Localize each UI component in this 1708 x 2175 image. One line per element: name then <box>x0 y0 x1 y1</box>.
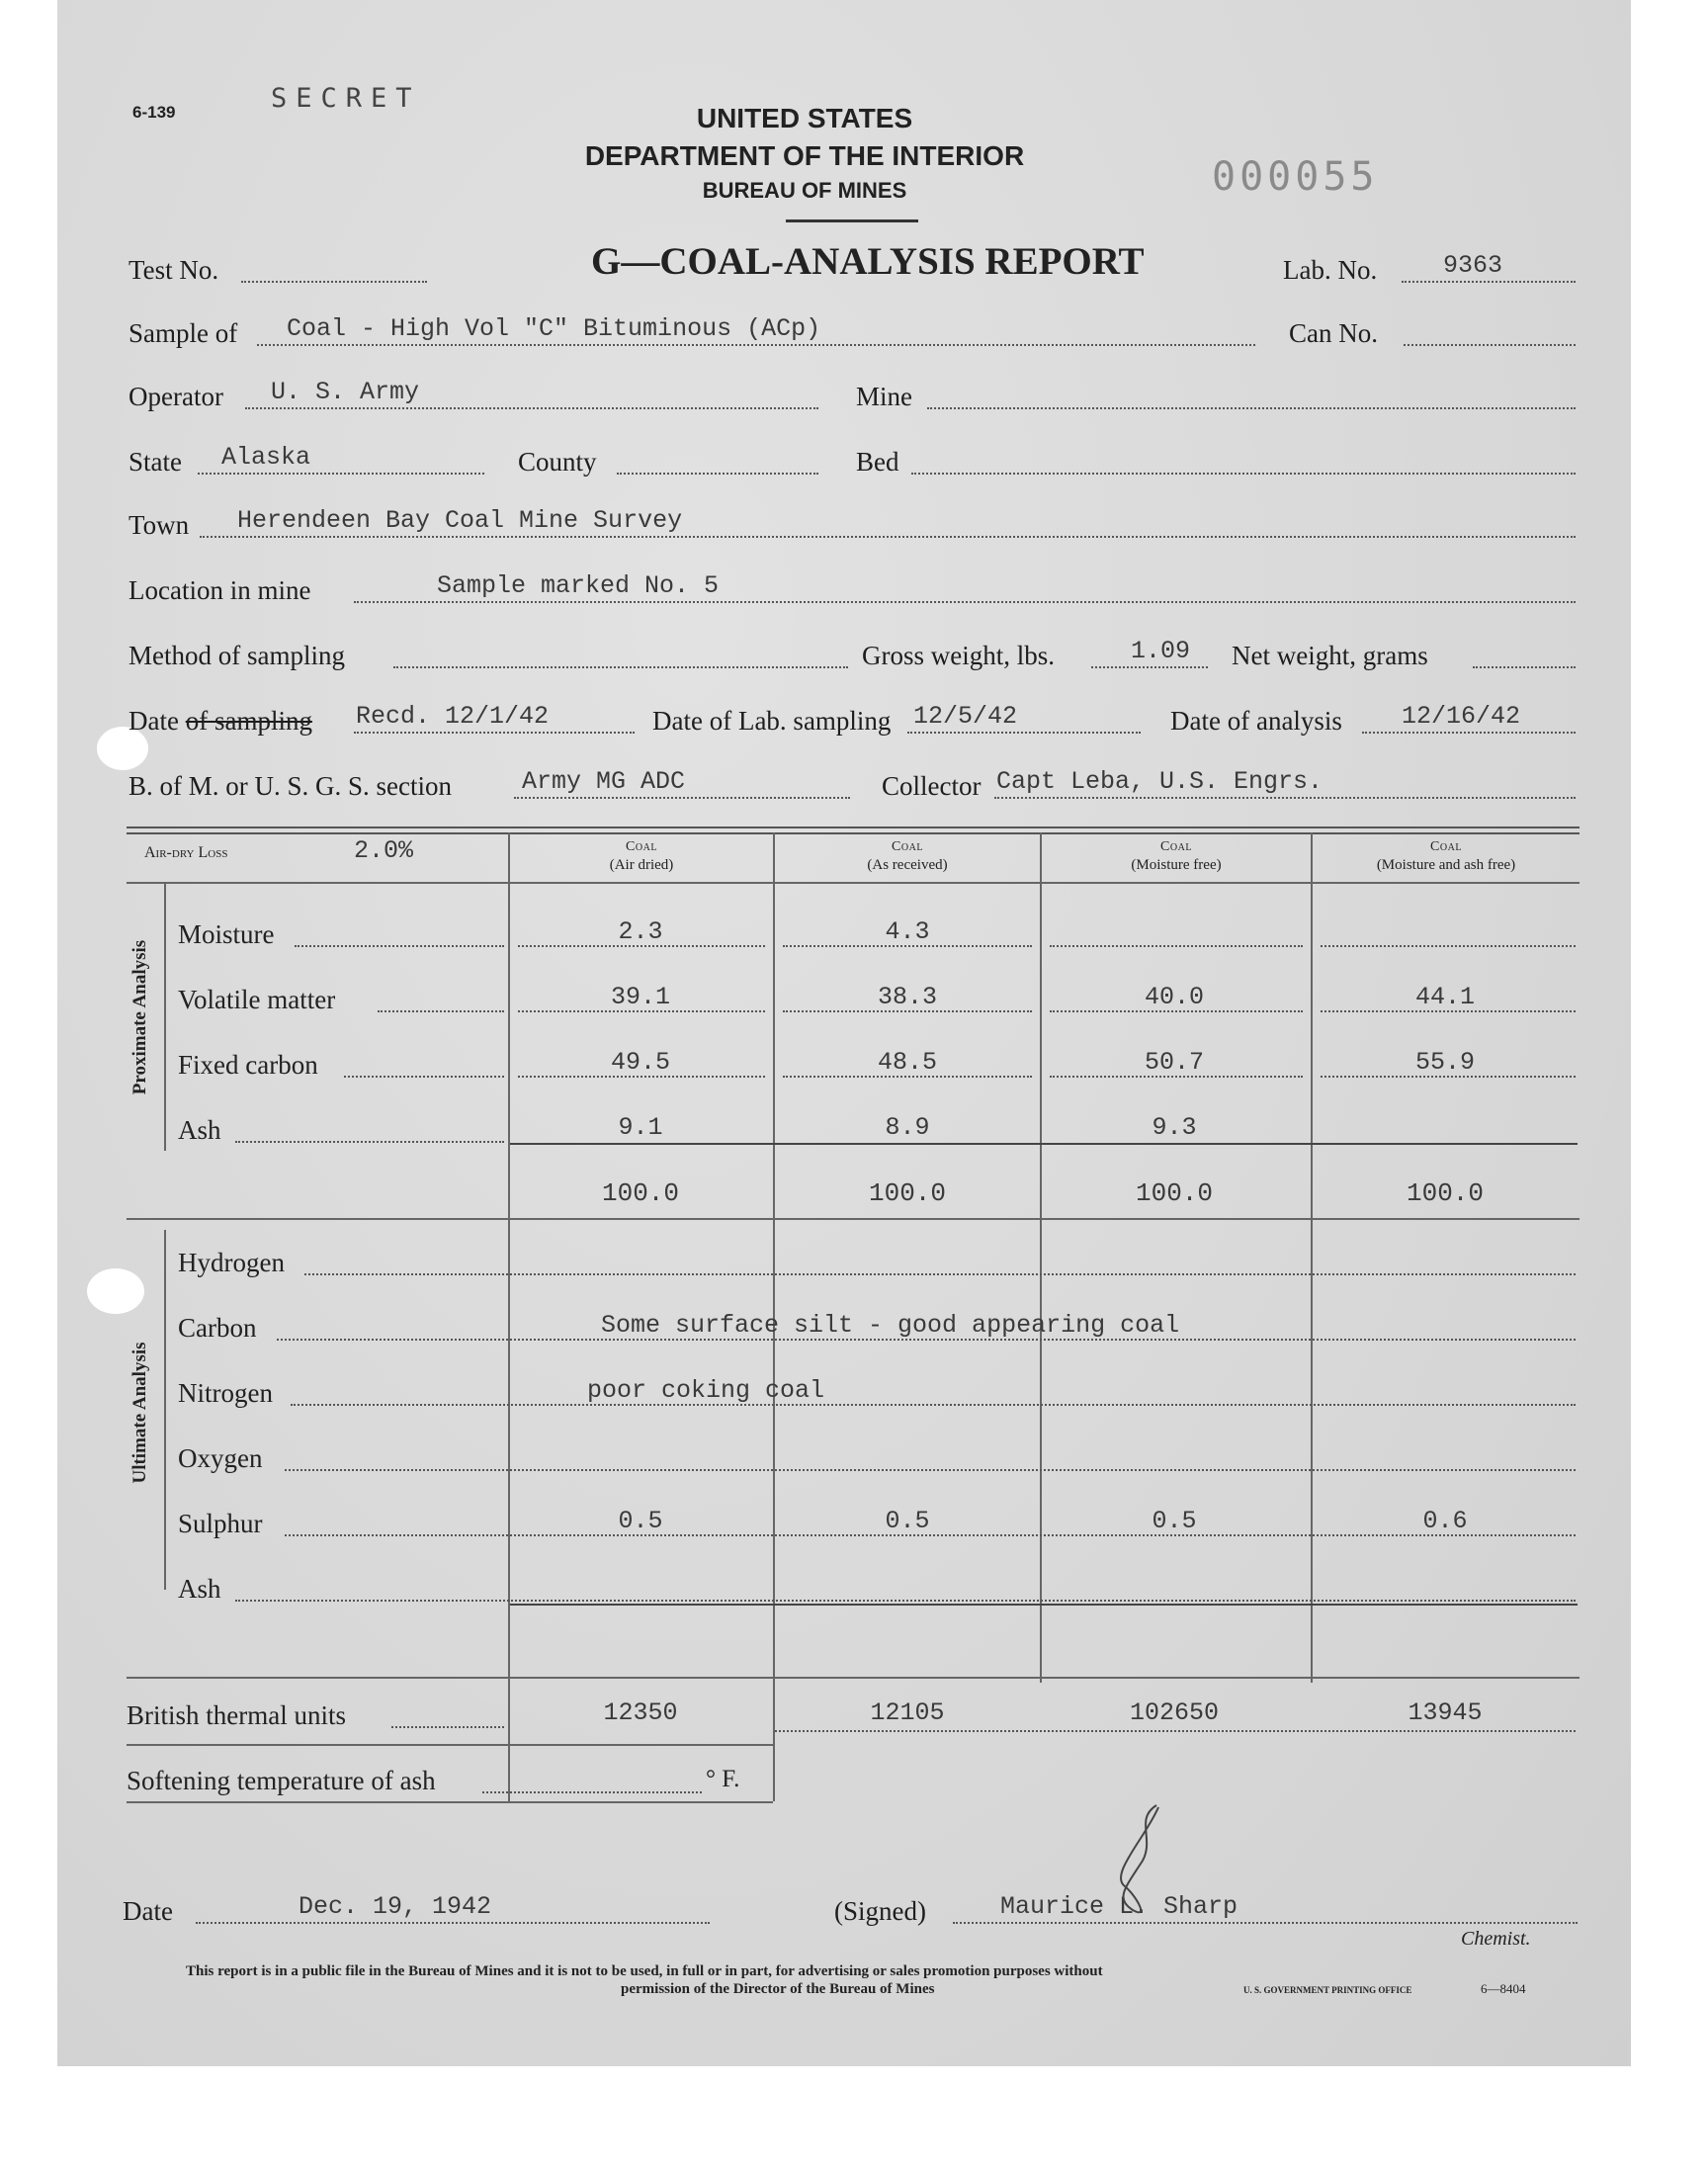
col1-dots-r3 <box>518 1076 765 1078</box>
col-head-moisture-ash-free: Coal (Moisture and ash free) <box>1376 839 1516 873</box>
signed-label: (Signed) <box>834 1896 926 1926</box>
row-dots-volatile <box>378 1010 504 1012</box>
town-value: Herendeen Bay Coal Mine Survey <box>237 506 683 535</box>
volatile-as-received: 38.3 <box>877 983 937 1011</box>
date-received-label <box>128 706 312 737</box>
location-line <box>354 601 1576 603</box>
col-head-moisture-free: Coal (Moisture free) <box>1131 839 1222 873</box>
row-dots-ash-proximate <box>235 1141 504 1143</box>
fixed-carbon-moisture-ash-free: 55.9 <box>1414 1048 1475 1077</box>
row-label-moisture: Moisture <box>178 919 275 949</box>
collector-value: Capt Leba, U.S. Engrs. <box>996 767 1324 796</box>
btu-bottom-rule <box>127 1744 773 1746</box>
row-dots-fixed-carbon <box>344 1076 504 1078</box>
softening-unit: ° F. <box>706 1766 740 1792</box>
ash-sum-rule <box>510 1143 1578 1145</box>
ultimate-analysis-label: Ultimate Analysis <box>129 1342 150 1484</box>
date-received-line <box>354 732 635 734</box>
row-label-ash-proximate: Ash <box>178 1115 221 1145</box>
col4-dots-r3 <box>1321 1076 1576 1078</box>
date-label-prefix: Date <box>128 706 179 736</box>
total-air-dried: 100.0 <box>601 1178 679 1208</box>
gross-weight-value: 1.09 <box>1131 637 1191 665</box>
can-no-label: Can No. <box>1289 318 1378 348</box>
date-analysis-line <box>1362 732 1576 734</box>
signed-name: Maurice L. Sharp <box>1000 1892 1238 1921</box>
air-dry-loss-value: 2.0% <box>354 836 414 865</box>
ultimate-bracket <box>164 1230 166 1590</box>
gross-weight-line <box>1091 666 1208 668</box>
operator-label: Operator <box>128 382 223 411</box>
col2-dots-r3 <box>783 1076 1032 1078</box>
net-weight-label: Net weight, grams <box>1232 641 1428 670</box>
header-rule <box>786 219 918 222</box>
row-dots-ash-ultimate <box>235 1600 1576 1602</box>
col4-dots-r1 <box>1321 945 1576 947</box>
lab-no-label: Lab. No. <box>1283 255 1378 285</box>
row-label-oxygen: Oxygen <box>178 1443 263 1473</box>
row-dots-hydrogen <box>304 1273 1576 1275</box>
col-divider-1 <box>508 832 510 1801</box>
remark-line-1: Some surface silt - good appearing coal <box>601 1311 1180 1340</box>
col-divider-3 <box>1040 832 1042 1683</box>
fixed-carbon-as-received: 48.5 <box>877 1048 937 1077</box>
section-value: Army MG ADC <box>522 767 686 796</box>
form-number: 6-139 <box>132 103 176 122</box>
btu-col-dots <box>775 1730 1576 1732</box>
notice-line-1: This report is in a public file in the Bureau of Mines and it is not to be used, in full or in part, for advertising or sales promotion purposes without <box>186 1963 1103 1979</box>
lab-no-line <box>1402 281 1576 283</box>
sample-of-label: Sample of <box>128 318 238 348</box>
agency-line-2: DEPARTMENT OF THE INTERIOR <box>584 140 1025 171</box>
method-line <box>393 666 848 668</box>
bed-label: Bed <box>856 447 899 477</box>
col2-dots-r2 <box>783 1010 1032 1012</box>
softening-dots <box>482 1791 702 1793</box>
row-label-fixed-carbon: Fixed carbon <box>178 1050 318 1080</box>
table-top-rule <box>127 826 1580 828</box>
btu-dots <box>391 1726 504 1728</box>
sample-of-value: Coal - High Vol "C" Bituminous (ACp) <box>287 314 821 343</box>
ash-moisture-free: 9.3 <box>1152 1113 1197 1142</box>
classification-stamp: SECRET <box>271 83 421 114</box>
btu-moisture-free: 102650 <box>1129 1698 1219 1727</box>
state-value: Alaska <box>221 443 311 472</box>
air-dry-loss-label: Air-dry Loss <box>144 844 228 861</box>
serial-stamp: 000055 <box>1212 154 1379 200</box>
btu-air-dried: 12350 <box>603 1698 678 1727</box>
signature-mark <box>1095 1799 1184 1928</box>
col-divider-4 <box>1311 832 1313 1683</box>
proximate-bracket <box>164 882 166 1151</box>
mine-label: Mine <box>856 382 912 411</box>
county-line <box>617 473 818 475</box>
row-label-hydrogen: Hydrogen <box>178 1248 285 1277</box>
btu-moisture-ash-free: 13945 <box>1408 1698 1483 1727</box>
sulphur-air-dried: 0.5 <box>618 1507 663 1535</box>
date-lab-sampling-line <box>907 732 1141 734</box>
punch-hole-bottom <box>87 1268 144 1314</box>
ultimate-ash-rule <box>510 1604 1578 1606</box>
col2-dots-r1 <box>783 945 1032 947</box>
form-code: 6—8404 <box>1481 1981 1526 1996</box>
date-label-struck: of sampling <box>185 706 312 736</box>
col-head-as-received: Coal (As received) <box>867 839 948 873</box>
date-analysis-label: Date of analysis <box>1170 706 1342 736</box>
proximate-analysis-label: Proximate Analysis <box>129 939 150 1095</box>
section-line <box>514 797 850 799</box>
sample-of-line <box>257 344 1255 346</box>
volatile-moisture-ash-free: 44.1 <box>1414 983 1475 1011</box>
col3-dots-r3 <box>1050 1076 1303 1078</box>
col4-dots-r2 <box>1321 1010 1576 1012</box>
can-no-line <box>1404 344 1576 346</box>
col3-dots-r1 <box>1050 945 1303 947</box>
row-label-carbon: Carbon <box>178 1313 257 1343</box>
county-label: County <box>518 447 597 477</box>
footer-date-label: Date <box>123 1896 173 1926</box>
softening-label: Softening temperature of ash <box>127 1766 436 1795</box>
ultimate-bottom-rule <box>127 1677 1580 1679</box>
row-dots-moisture <box>295 945 504 947</box>
gross-weight-label: Gross weight, lbs. <box>862 641 1055 670</box>
footer-date-value: Dec. 19, 1942 <box>299 1892 492 1921</box>
moisture-as-received: 4.3 <box>885 917 930 946</box>
method-label: Method of sampling <box>128 641 345 670</box>
volatile-air-dried: 39.1 <box>610 983 670 1011</box>
collector-label: Collector <box>882 771 982 801</box>
row-label-nitrogen: Nitrogen <box>178 1378 273 1408</box>
col1-dots-r2 <box>518 1010 765 1012</box>
ash-air-dried: 9.1 <box>618 1113 663 1142</box>
lab-no-value: 9363 <box>1443 251 1503 280</box>
date-analysis-value: 12/16/42 <box>1402 702 1521 731</box>
section-label: B. of M. or U. S. G. S. section <box>128 771 453 801</box>
row-dots-nitrogen <box>291 1404 1576 1406</box>
agency-line-3: BUREAU OF MINES <box>702 178 907 203</box>
row-label-volatile: Volatile matter <box>178 985 336 1014</box>
col1-dots-r1 <box>518 945 765 947</box>
fixed-carbon-air-dried: 49.5 <box>610 1048 670 1077</box>
btu-as-received: 12105 <box>870 1698 945 1727</box>
row-label-ash-ultimate: Ash <box>178 1574 221 1604</box>
collector-line <box>994 797 1576 799</box>
notice-line-2: permission of the Director of the Bureau of Mines <box>621 1981 935 1997</box>
volatile-moisture-free: 40.0 <box>1144 983 1204 1011</box>
printing-office: U. S. GOVERNMENT PRINTING OFFICE <box>1243 1985 1412 1995</box>
proximate-bottom-rule <box>127 1218 1580 1220</box>
total-as-received: 100.0 <box>868 1178 946 1208</box>
date-lab-sampling-value: 12/5/42 <box>913 702 1018 731</box>
sulphur-as-received: 0.5 <box>885 1507 930 1535</box>
sulphur-moisture-free: 0.5 <box>1152 1507 1197 1535</box>
operator-line <box>245 407 818 409</box>
town-label: Town <box>128 510 190 540</box>
remark-line-2: poor coking coal <box>587 1376 825 1405</box>
total-moisture-ash-free: 100.0 <box>1406 1178 1484 1208</box>
moisture-air-dried: 2.3 <box>618 917 663 946</box>
col3-dots-r2 <box>1050 1010 1303 1012</box>
signed-line <box>953 1922 1578 1924</box>
softening-bottom-rule <box>127 1801 773 1803</box>
report-paper <box>57 0 1631 2066</box>
chemist-label: Chemist. <box>1461 1928 1531 1950</box>
state-label: State <box>128 447 182 477</box>
agency-line-1: UNITED STATES <box>696 103 913 133</box>
sulphur-moisture-ash-free: 0.6 <box>1422 1507 1468 1535</box>
mine-line <box>927 407 1576 409</box>
table-top-rule-2 <box>127 832 1580 834</box>
report-title: G—COAL-ANALYSIS REPORT <box>591 240 1145 283</box>
ash-as-received: 8.9 <box>885 1113 930 1142</box>
operator-value: U. S. Army <box>271 378 420 406</box>
footer-date-line <box>196 1922 710 1924</box>
table-header-rule <box>127 882 1580 884</box>
location-value: Sample marked No. 5 <box>437 571 720 600</box>
town-line <box>200 536 1576 538</box>
state-line <box>198 473 484 475</box>
net-weight-line <box>1473 666 1576 668</box>
date-lab-sampling-label: Date of Lab. sampling <box>652 706 892 736</box>
btu-label: British thermal units <box>127 1700 346 1730</box>
total-moisture-free: 100.0 <box>1135 1178 1213 1208</box>
test-no-line <box>241 281 427 283</box>
fixed-carbon-moisture-free: 50.7 <box>1144 1048 1204 1077</box>
col-head-air-dried: Coal (Air dried) <box>609 839 674 873</box>
date-received-value: Recd. 12/1/42 <box>356 702 550 731</box>
test-no-label: Test No. <box>128 255 219 285</box>
row-dots-oxygen <box>285 1469 1576 1471</box>
location-label: Location in mine <box>128 575 311 605</box>
row-label-sulphur: Sulphur <box>178 1509 263 1538</box>
bed-line <box>911 473 1576 475</box>
